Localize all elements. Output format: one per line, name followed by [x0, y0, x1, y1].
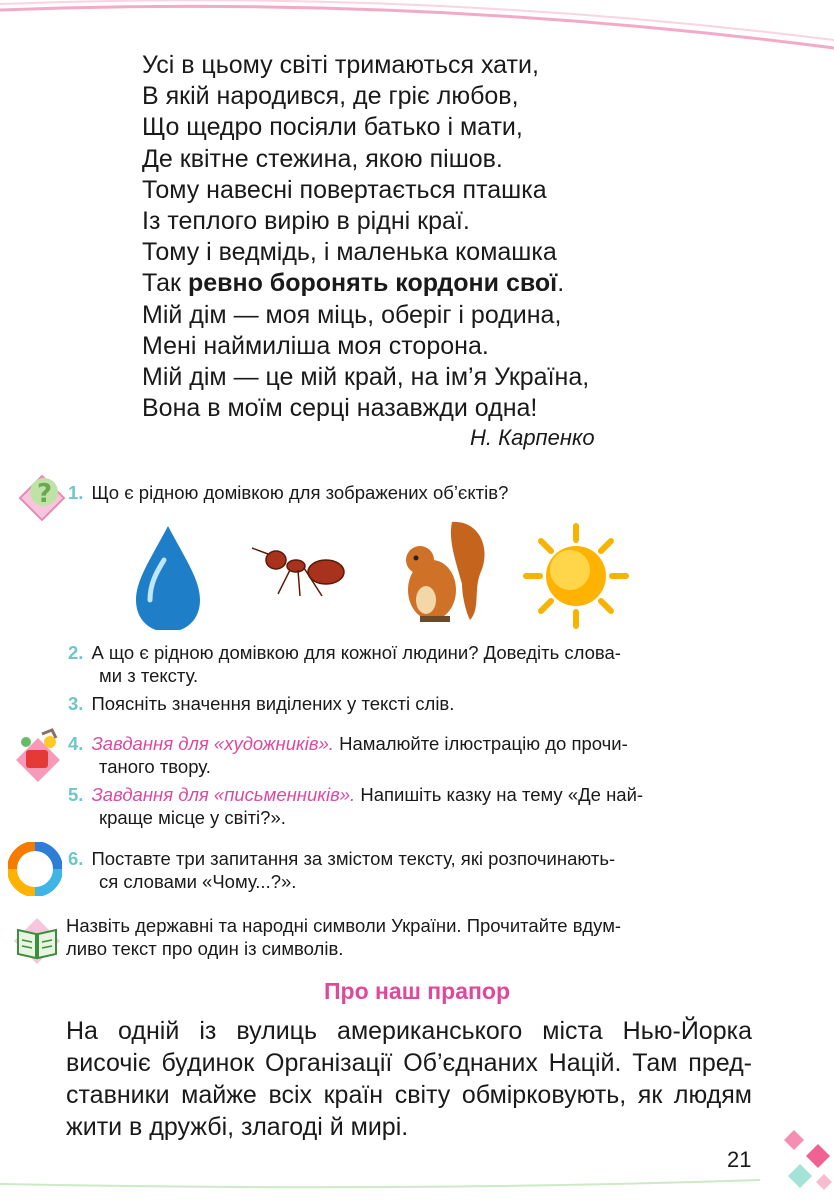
prose-line: жити в дружбі, злагоді й мирі.: [66, 1113, 409, 1141]
poem-line-suffix: .: [557, 269, 565, 298]
task-highlight: Завдання для «письменників».: [91, 784, 356, 805]
task-4: [68, 732, 758, 778]
task-text-continued: ми з тексту.: [99, 665, 199, 686]
task-number: 1.: [68, 482, 84, 503]
task-1: [68, 481, 758, 504]
poem-author: Н. Карпенко: [470, 425, 595, 450]
poem-line: Тому навесні повертається пташка: [142, 175, 547, 204]
task-text: А що є рідною домівкою для кожної людини? Доведіть слова-: [91, 642, 621, 663]
task-text: Що є рідною домівкою для зображених об’єктів?: [91, 482, 509, 503]
svg-text:?: ?: [37, 479, 53, 509]
book-icon: [10, 914, 64, 968]
poem-line: Мій дім — моя міць, оберіг і родина,: [142, 300, 562, 329]
corner-diamonds-decor: [770, 1126, 834, 1196]
prose-line: ставники майже всіх країн світу обмірковують, як людям: [66, 1081, 752, 1109]
task-5: [68, 783, 758, 829]
reading-task-text: Назвіть державні та народні символи України. Прочитайте вдум-: [66, 915, 622, 936]
task-text-continued: ся словами «Чому...?».: [99, 871, 297, 892]
task-text-continued: таного твору.: [99, 756, 211, 777]
poem: [142, 50, 662, 424]
objects-pictures: [0, 520, 834, 630]
poem-line-highlighted: [142, 268, 662, 299]
task-2: [68, 641, 758, 687]
poem-line: Із теплого вирію в рідні краї.: [142, 207, 470, 236]
water-drop-icon: [136, 526, 200, 630]
poem-line: Вона в моїм серці назавжди одна!: [142, 394, 538, 423]
poem-line-prefix: Так: [142, 269, 188, 298]
task-number: 6.: [68, 848, 84, 869]
ant-icon: [252, 548, 344, 596]
sun-icon: [526, 526, 626, 626]
poem-line: Мій дім — це мій край, на ім’я Україна,: [142, 363, 590, 392]
prose-paragraph: [66, 1015, 752, 1143]
task-highlight: Завдання для «художників».: [91, 733, 334, 754]
page-number: 21: [727, 1147, 752, 1172]
ring-icon: [8, 842, 62, 896]
task-3: [68, 692, 758, 715]
section-title: Про наш прапор: [324, 978, 510, 1004]
prose-line: височіє будинок Організації Об’єднаних Націй. Там пред-: [66, 1049, 752, 1077]
task-number: 3.: [68, 693, 84, 714]
task-number: 4.: [68, 733, 84, 754]
paint-icon: [12, 728, 64, 784]
question-icon: [16, 470, 68, 522]
reading-task: [66, 914, 756, 960]
prose-line: На одній із вулиць американського міста Нью-Йорка: [66, 1017, 752, 1045]
task-number: 2.: [68, 642, 84, 663]
poem-line: Що щедро посіяли батько і мати,: [142, 113, 523, 142]
task-text-continued: краще місце у світі?».: [99, 807, 286, 828]
poem-line: В якій народився, де гріє любов,: [142, 82, 519, 111]
task-number: 5.: [68, 784, 84, 805]
task-text: Напишіть казку на тему «Де най-: [355, 784, 644, 805]
task-text: Поставте три запитання за змістом тексту, які розпочинають-: [91, 848, 616, 869]
task-text: Намалюйте ілюстрацію до прочи-: [333, 733, 628, 754]
poem-line: Де квітне стежина, якою пішов.: [142, 144, 503, 173]
poem-line: Мені наймиліша моя сторона.: [142, 331, 489, 360]
bottom-decor-line: [0, 1140, 834, 1200]
highlighted-phrase: ревно боронять кордони свої: [187, 269, 558, 298]
poem-line: Тому і ведмідь, і маленька комашка: [142, 238, 557, 267]
squirrel-icon: [406, 522, 485, 622]
poem-line: Усі в цьому світі тримаються хати,: [142, 51, 539, 79]
reading-task-text-continued: ливо текст про один із символів.: [66, 938, 344, 959]
task-6: [68, 847, 758, 893]
task-text: Поясніть значення виділених у тексті слів.: [91, 693, 455, 714]
